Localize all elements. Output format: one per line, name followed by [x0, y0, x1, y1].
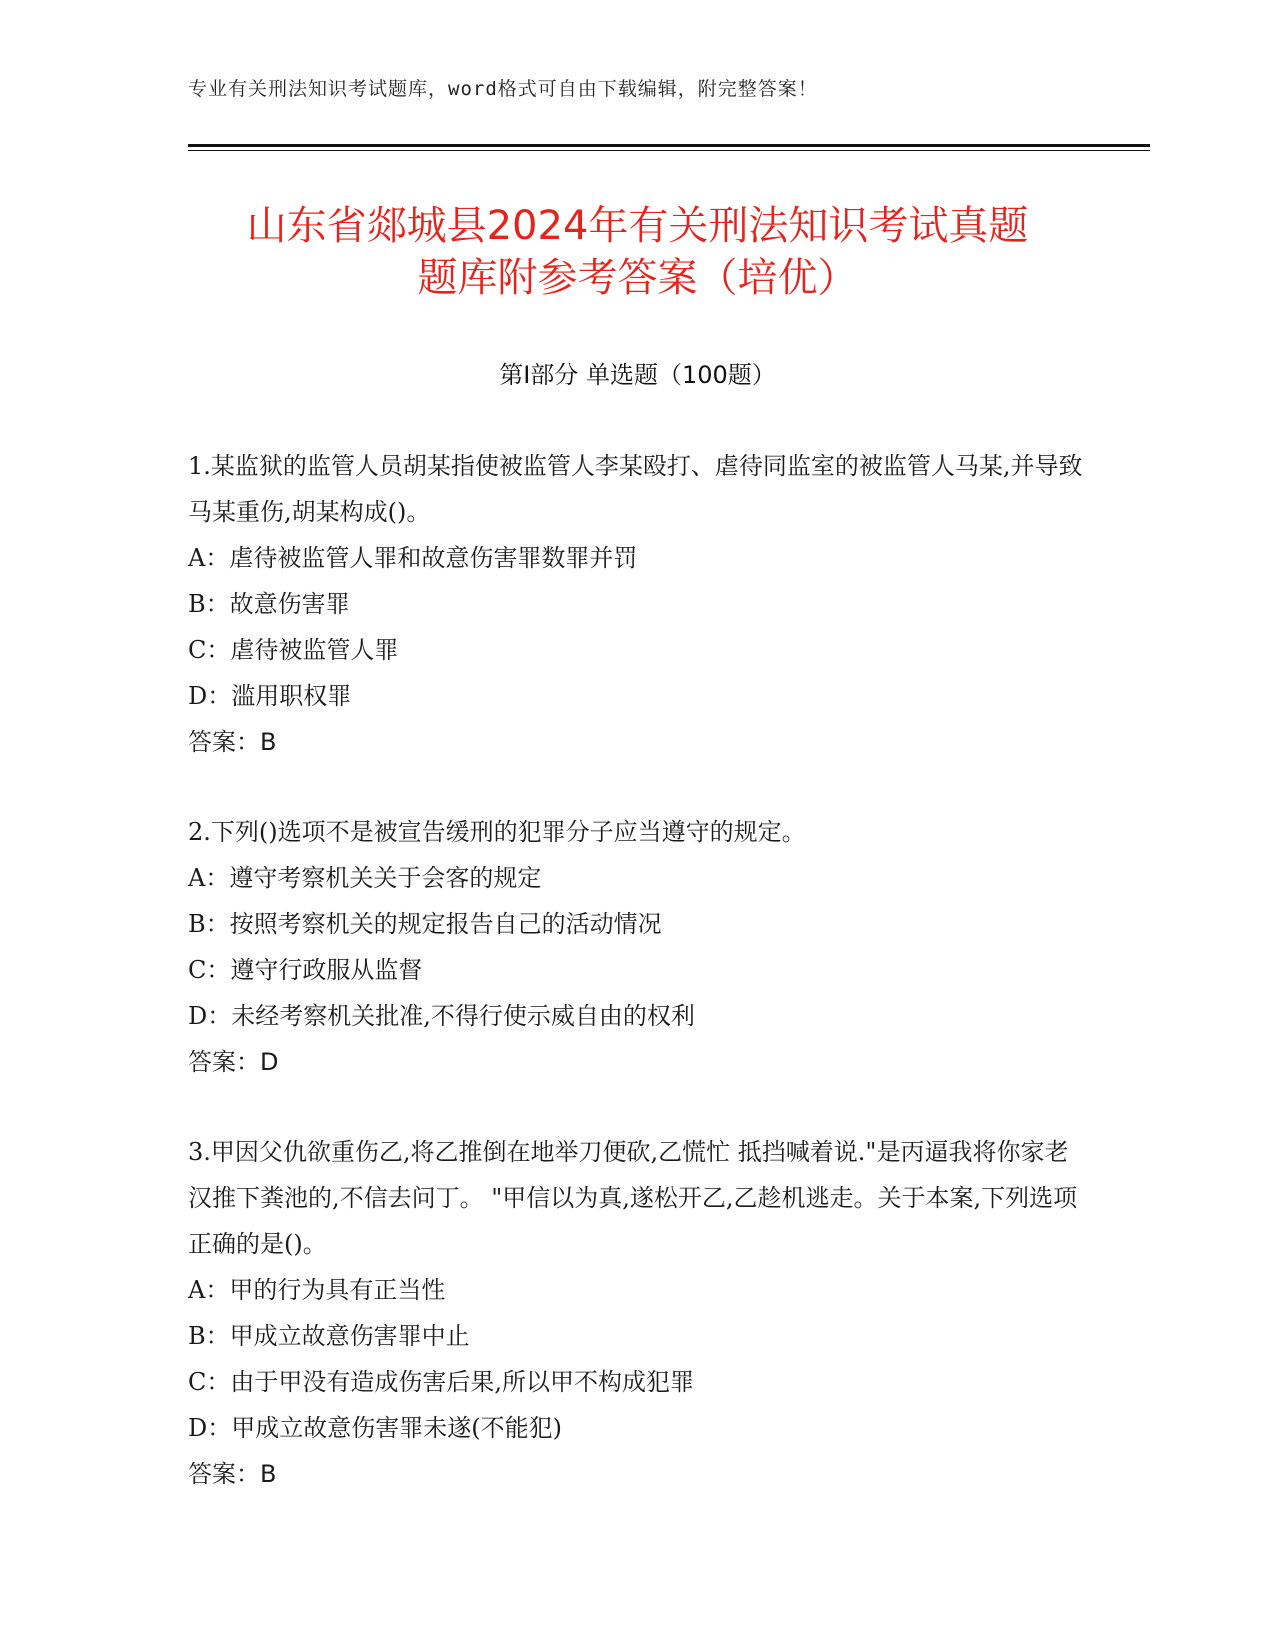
section-title: 第Ⅰ部分 单选题（100题）: [499, 361, 776, 389]
option-a: A：虐待被监管人罪和故意伤害罪数罪并罚: [188, 544, 638, 572]
header-note: 专业有关刑法知识考试题库，word格式可自由下载编辑，附完整答案！: [188, 78, 818, 100]
question-1: [188, 443, 1088, 765]
option-b: B：甲成立故意伤害罪中止: [188, 1322, 470, 1350]
option-b: B：按照考察机关的规定报告自己的活动情况: [188, 910, 662, 938]
document-title: [150, 200, 1125, 304]
option-d: D：甲成立故意伤害罪未遂(不能犯): [188, 1414, 562, 1442]
question-2: [188, 809, 1088, 1085]
option-d: D：滥用职权罪: [188, 682, 352, 710]
header-divider-thick: [188, 144, 1150, 147]
title-line-2: 题库附参考答案（培优）: [417, 255, 858, 301]
option-c: C：由于甲没有造成伤害后果,所以甲不构成犯罪: [188, 1368, 694, 1396]
answer: 答案：B: [188, 1460, 277, 1488]
option-c: C：虐待被监管人罪: [188, 636, 399, 664]
answer: 答案：D: [188, 1048, 279, 1076]
question-stem: 3.甲因父仇欲重伤乙,将乙推倒在地举刀便砍,乙慌忙 抵挡喊着说."是丙逼我将你家老汉推下粪池的,不信去问丁。 "甲信以为真,遂松开乙,乙趁机逃走。关于本案,下列选项正确的是()。: [188, 1138, 1078, 1258]
title-line-1: 山东省郯城县2024年有关刑法知识考试真题: [246, 203, 1029, 249]
option-d: D：未经考察机关批准,不得行使示威自由的权利: [188, 1002, 695, 1030]
answer: 答案：B: [188, 728, 277, 756]
question-stem: 2.下列()选项不是被宣告缓刑的犯罪分子应当遵守的规定。: [188, 818, 806, 846]
question-3: [188, 1129, 1088, 1497]
option-a: A：遵守考察机关关于会客的规定: [188, 864, 542, 892]
option-a: A：甲的行为具有正当性: [188, 1276, 446, 1304]
option-c: C：遵守行政服从监督: [188, 956, 423, 984]
option-b: B：故意伤害罪: [188, 590, 350, 618]
question-stem: 1.某监狱的监管人员胡某指使被监管人李某殴打、虐待同监室的被监管人马某,并导致马某重伤,胡某构成()。: [188, 452, 1083, 526]
header-divider-thin: [188, 150, 1150, 151]
question-list: [188, 443, 1088, 1541]
